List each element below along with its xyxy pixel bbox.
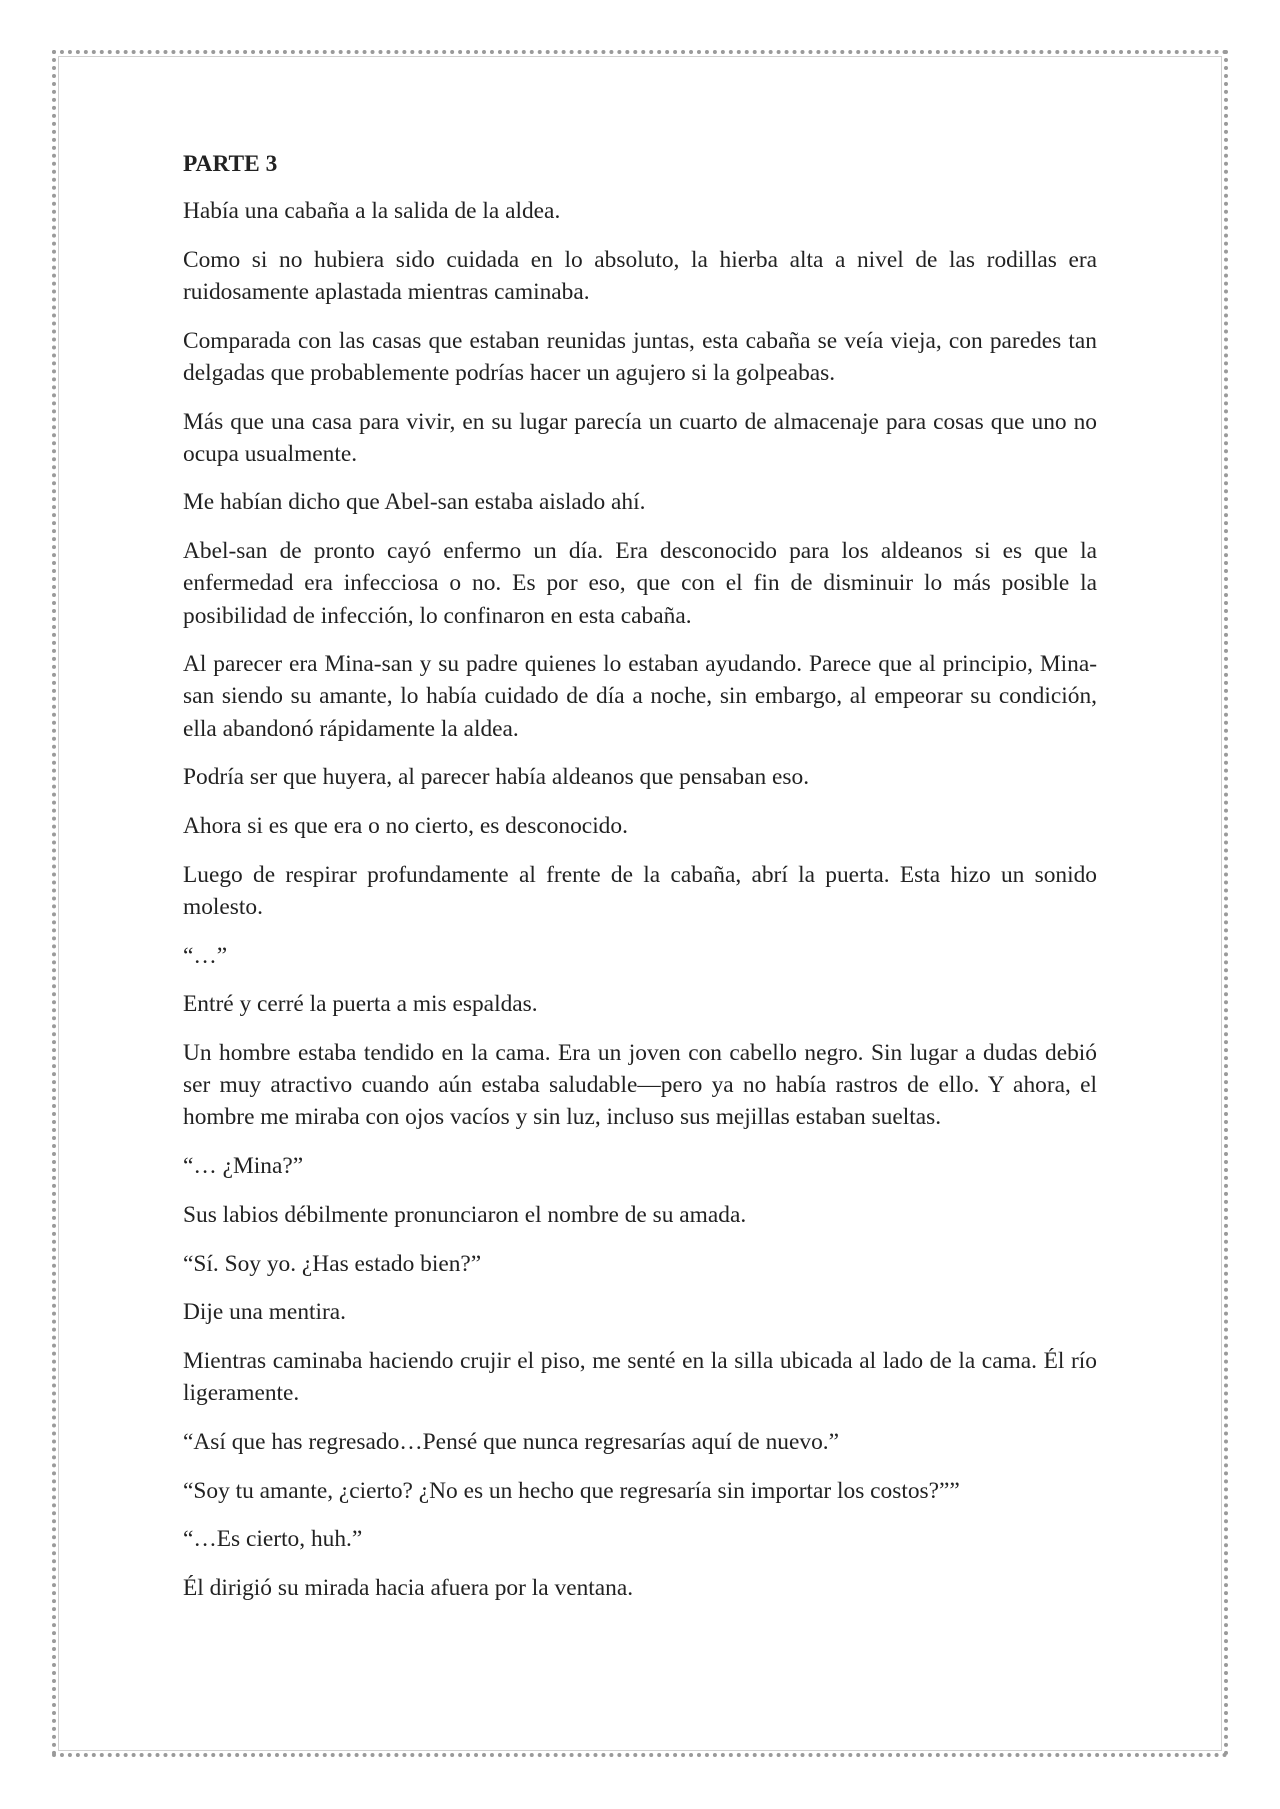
paragraph: “Soy tu amante, ¿cierto? ¿No es un hecho que regresaría sin importar los costos?”” [183,1477,960,1504]
paragraph: Me habían dicho que Abel-san estaba aislado ahí. [183,489,646,516]
paragraph: “Así que has regresado…Pensé que nunca regresarías aquí de nuevo.” [183,1428,839,1455]
paragraph: “…Es cierto, huh.” [183,1526,363,1553]
paragraph: Sus labios débilmente pronunciaron el nombre de su amada. [183,1201,747,1228]
document-body [183,148,1097,1621]
paragraph: Mientras caminaba haciendo crujir el piso, me senté en la silla ubicada al lado de la cama. Él río ligeramente. [183,1347,1097,1407]
paragraph: “…” [183,942,228,969]
paragraph: Podría ser que huyera, al parecer había aldeanos que pensaban eso. [183,764,810,791]
paragraph: Más que una casa para vivir, en su lugar parecía un cuarto de almacenaje para cosas que uno no ocupa usualmente. [183,408,1097,467]
chapter-heading: PARTE 3 [183,151,278,177]
paragraph: “… ¿Mina?” [183,1153,304,1180]
paragraph: Un hombre estaba tendido en la cama. Era un joven con cabello negro. Sin lugar a dudas debió ser muy atractivo cuando aún estaba saludable—pero ya no había rastros de ello. Y ahora, el hombre me miraba con ojos vacíos y sin luz, incluso sus mejillas estaban sueltas. [183,1040,1097,1131]
paragraph: Luego de respirar profundamente al frente de la cabaña, abrí la puerta. Esta hizo un sonido molesto. [183,861,1097,920]
paragraph: Había una cabaña a la salida de la aldea. [183,198,561,224]
paragraph: Ahora si es que era o no cierto, es desconocido. [183,813,628,840]
paragraph: Abel-san de pronto cayó enfermo un día. Era desconocido para los aldeanos si es que la enfermedad era infecciosa o no. Es por eso, que con el fin de disminuir lo más posible la posibilidad de infección, lo confinaron en esta cabaña. [183,538,1097,629]
paragraph: “Sí. Soy yo. ¿Has estado bien?” [183,1250,482,1277]
paragraph: Al parecer era Mina-san y su padre quienes lo estaban ayudando. Parece que al principio, Mina-san siendo su amante, lo había cuidado de día a noche, sin embargo, al empeorar su condición, ella abandonó rápidamente la aldea. [183,651,1097,742]
paragraph: Él dirigió su mirada hacia afuera por la ventana. [183,1575,634,1601]
paragraph: Entré y cerré la puerta a mis espaldas. [183,991,538,1018]
paragraph: Dije una mentira. [183,1299,347,1326]
paragraph: Como si no hubiera sido cuidada en lo absoluto, la hierba alta a nivel de las rodillas era ruidosamente aplastada mientras caminaba. [183,246,1097,305]
paragraph: Comparada con las casas que estaban reunidas juntas, esta cabaña se veía vieja, con paredes tan delgadas que probablemente podrías hacer un agujero si la golpeabas. [183,327,1097,386]
